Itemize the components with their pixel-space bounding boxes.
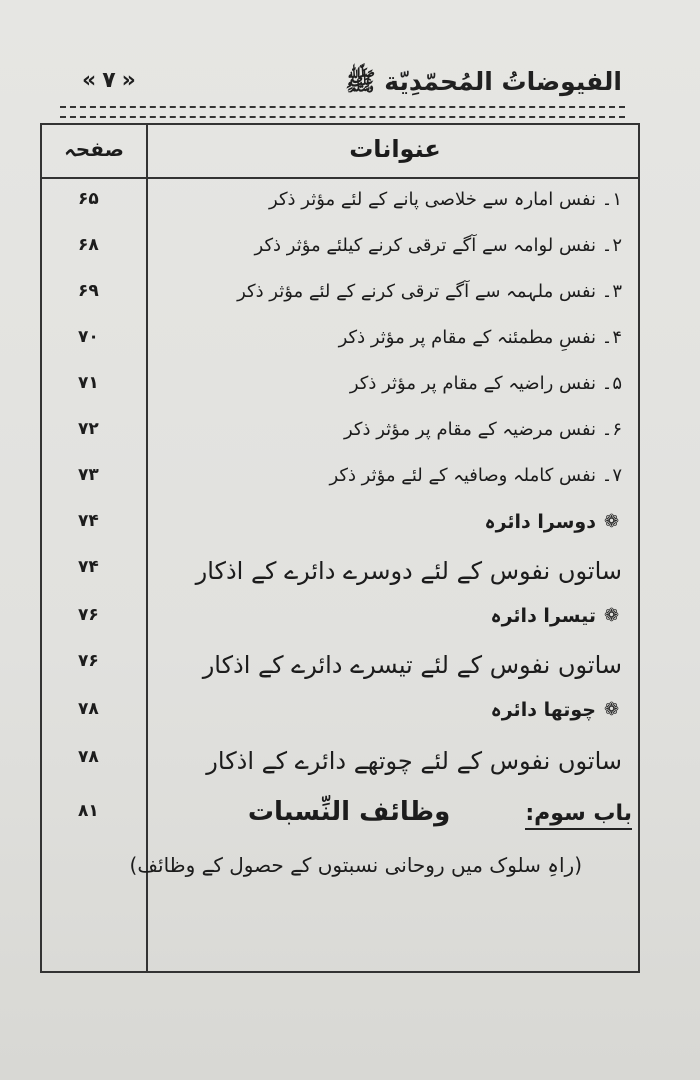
toc-entry-page: ۷۴ xyxy=(78,511,99,531)
toc-entry-page: ۶۹ xyxy=(78,281,99,301)
toc-entry-title: ساتوں نفوس کے لئے تیسرے دائرے کے اذکار xyxy=(202,651,622,679)
toc-entry-page: ۷۱ xyxy=(78,373,99,393)
toc-section-heading: ❁چوتھا دائرہ xyxy=(491,699,622,721)
header-divider xyxy=(60,106,625,118)
toc-section-heading: ❁تیسرا دائرہ xyxy=(490,605,622,627)
toc-entry-page: ۷۶ xyxy=(78,651,99,671)
toc-entry-title: ۶۔ نفس مرضیہ کے مقام پر مؤثر ذکر xyxy=(343,419,622,440)
toc-entry-page: ۷۸ xyxy=(78,699,99,719)
page-header xyxy=(62,66,622,106)
toc-entry-title: ۴۔ نفسِ مطمئنہ کے مقام پر مؤثر ذکر xyxy=(338,327,622,348)
column-divider xyxy=(146,125,148,971)
toc-entry-title: ساتوں نفوس کے لئے چوتھے دائرے کے اذکار xyxy=(206,747,622,775)
toc-entry-page: ۸۱ xyxy=(78,801,99,821)
book-title: الفيوضاتُ المُحمّدِيّة ﷺ xyxy=(345,67,622,96)
toc-entry-title: ساتوں نفوس کے لئے دوسرے دائرے کے اذکار xyxy=(195,557,622,585)
toc-entry-page: ۷۶ xyxy=(78,605,99,625)
toc-entry-page: ۷۲ xyxy=(78,419,99,439)
toc-entry-page: ۶۵ xyxy=(78,189,99,209)
toc-entry-page: ۷۴ xyxy=(78,557,99,577)
toc-entry-title: ۵۔ نفس راضیہ کے مقام پر مؤثر ذکر xyxy=(349,373,622,394)
toc-entry-title: ۲۔ نفس لوامہ سے آگے ترقی کرنے کیلئے مؤثر ذکر xyxy=(254,235,622,256)
table-of-contents xyxy=(40,123,640,973)
toc-entry-title: ۳۔ نفس ملہمہ سے آگے ترقی کرنے کے لئے مؤثر ذکر xyxy=(237,281,622,302)
flower-icon xyxy=(604,514,622,532)
flower-icon xyxy=(604,702,622,720)
toc-entry-page: ۷۰ xyxy=(78,327,99,347)
toc-entry-page: ۷۳ xyxy=(78,465,99,485)
toc-header-row xyxy=(42,125,638,179)
toc-entry-title: ۱۔ نفس امارہ سے خلاصی پانے کے لئے مؤثر ذکر xyxy=(269,189,622,210)
toc-entry-title: ۷۔ نفس کاملہ وصافیہ کے لئے مؤثر ذکر xyxy=(329,465,622,486)
page-number: « ٧ » xyxy=(82,68,136,93)
toc-entry-page: ۷۸ xyxy=(78,747,99,767)
chapter-heading xyxy=(248,797,632,827)
chapter-label: باب سوم: xyxy=(525,801,632,830)
toc-section-heading: ❁دوسرا دائرہ xyxy=(484,511,622,533)
chapter-name: وظائف النِّسبات xyxy=(247,797,451,827)
flower-icon xyxy=(604,608,622,626)
chapter-subtitle: (راہِ سلوک میں روحانی نسبتوں کے حصول کے وظائف) xyxy=(129,853,582,877)
column-page-header: صفحہ xyxy=(64,137,124,161)
toc-entry-page: ۶۸ xyxy=(78,235,99,255)
column-title-header: عنوانات xyxy=(349,135,441,163)
